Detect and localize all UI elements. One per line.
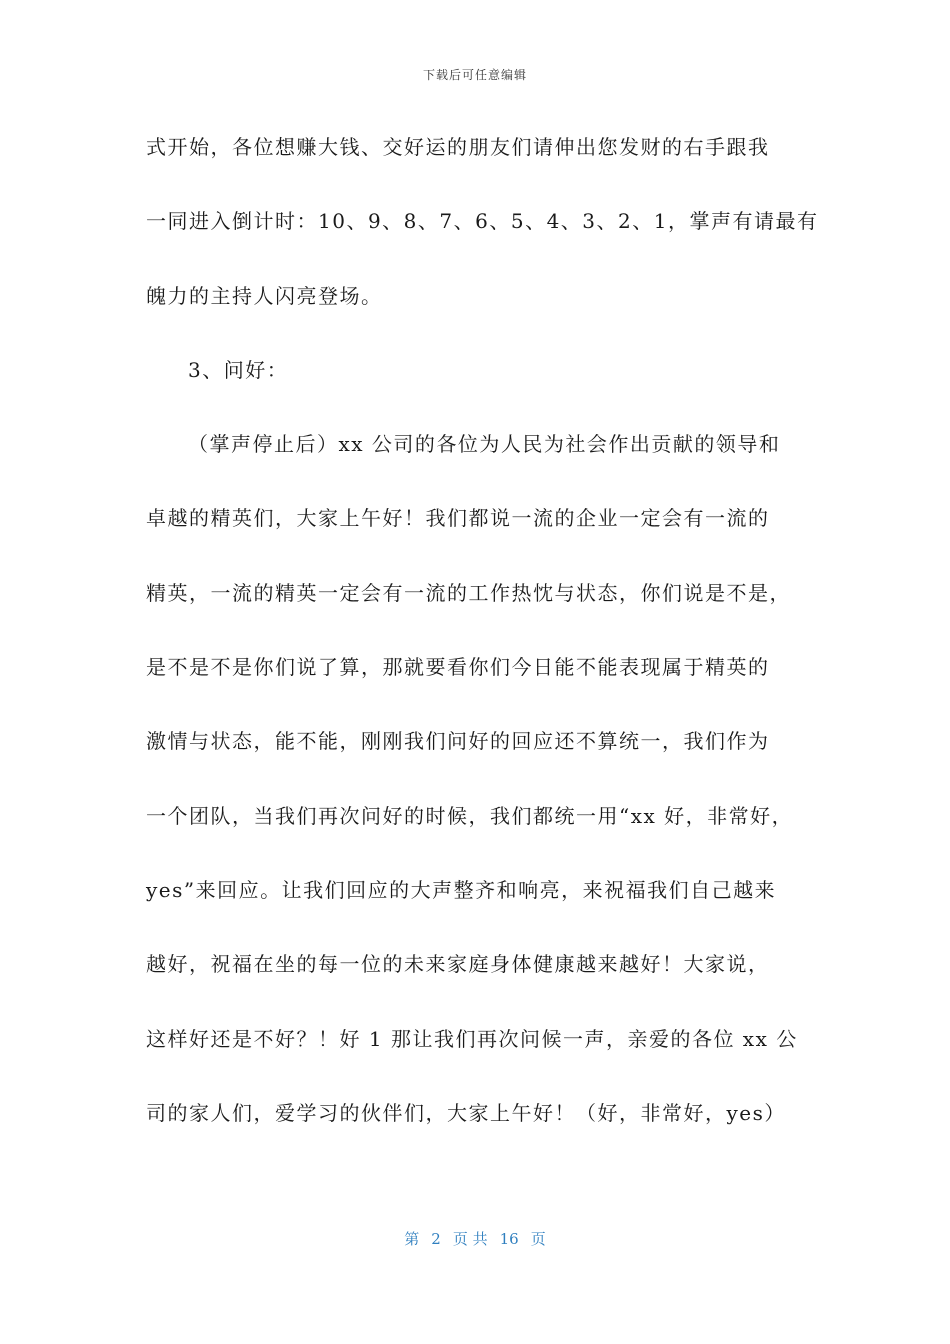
body-line: 精英，一流的精英一定会有一流的工作热忱与状态，你们说是不是，: [146, 580, 791, 605]
body-line: 激情与状态，能不能，刚刚我们问好的回应还不算统一，我们作为: [146, 729, 770, 754]
body-line: 式开始，各位想赚大钱、交好运的朋友们请伸出您发财的右手跟我: [146, 135, 770, 159]
body-line: 一同进入倒计时：10、9、8、7、6、5、4、3、2、1，掌声有请最有: [146, 209, 819, 234]
page-footer: [0, 1228, 950, 1249]
body-line: 魄力的主持人闪亮登场。: [146, 283, 383, 308]
body-line: 越好，祝福在坐的每一位的未来家庭身体健康越来越好！大家说，: [146, 952, 770, 977]
page-header-note: 下载后可任意编辑: [422, 68, 527, 82]
page-suffix: 页: [530, 1230, 546, 1248]
document-body: [146, 127, 819, 1167]
section-heading: 3、问好：: [188, 357, 289, 382]
page-total-number: 16: [499, 1230, 519, 1248]
body-line: 这样好还是不好？！好 1 那让我们再次问候一声，亲爱的各位 xx 公: [146, 1026, 798, 1051]
body-line: yes”来回应。让我们回应的大声整齐和响亮，来祝福我们自己越来: [146, 877, 777, 902]
page-middle-text: 页 共: [452, 1230, 488, 1248]
body-line: （掌声停止后）xx 公司的各位为人民为社会作出贡献的领导和: [188, 432, 781, 457]
page-prefix: 第: [404, 1230, 420, 1248]
body-line: 是不是不是你们说了算，那就要看你们今日能不能表现属于精英的: [146, 655, 770, 680]
body-line: 一个团队，当我们再次问好的时候，我们都统一用“xx 好，非常好，: [146, 803, 794, 828]
body-line: 司的家人们，爱学习的伙伴们，大家上午好！（好，非常好，yes）: [146, 1100, 786, 1125]
body-line: 卓越的精英们，大家上午好！我们都说一流的企业一定会有一流的: [146, 506, 770, 531]
page-current-number: 2: [431, 1230, 441, 1248]
